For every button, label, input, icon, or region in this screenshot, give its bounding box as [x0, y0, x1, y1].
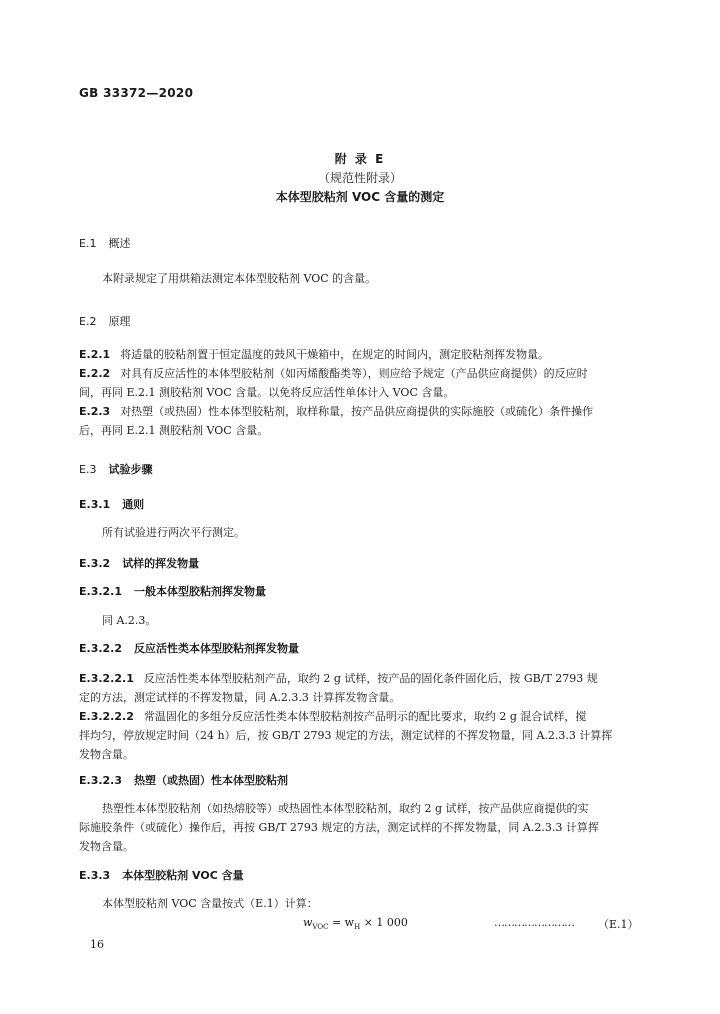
section-e322-heading — [79, 640, 299, 656]
clause-text: 反应活性类本体型胶粘剂产品，取约 2 g 试样，按产品的固化条件固化后，按 GB/T 2793 规 — [143, 672, 598, 685]
section-title: 反应活性类本体型胶粘剂挥发物量 — [134, 642, 300, 655]
section-title: 试样的挥发物量 — [122, 557, 200, 570]
annex-type: （规范性附录） — [317, 171, 402, 185]
clause-text: 将适量的胶粘剂置于恒定温度的鼓风干燥箱中，在规定的时间内，测定胶粘剂挥发物量。 — [120, 348, 550, 361]
section-e2-heading — [79, 313, 130, 329]
section-e31-heading — [79, 496, 144, 512]
section-title: 概述 — [108, 237, 131, 250]
clause-text: 对热塑（或热固）性本体型胶粘剂，取样称量，按产品供应商提供的实际施胶（或硫化）条件操作 — [120, 405, 594, 418]
annex-title: 本体型胶粘剂 VOC 含量的测定 — [275, 190, 445, 204]
e323-paragraph — [79, 799, 599, 856]
section-number: E.3 — [79, 463, 97, 476]
e1-paragraph: 本附录规定了用烘箱法测定本体型胶粘剂 VOC 的含量。 — [102, 272, 377, 285]
clause-text: 常温固化的多组分反应活性类本体型胶粘剂按产品明示的配比要求，取约 2 g 混合试样，搅 — [143, 710, 587, 723]
page-number: 16 — [90, 938, 104, 951]
formula-symbol: w — [303, 916, 313, 929]
section-title: 原理 — [108, 315, 131, 328]
clause-number: E.3.2.2.1 — [79, 672, 134, 685]
clause-text: 对具有反应活性的本体型胶粘剂（如丙烯酸酯类等），则应给予规定（产品供应商提供）的反应时 — [120, 367, 588, 380]
e21-paragraph — [79, 345, 549, 364]
section-e3-heading — [79, 461, 152, 477]
equation-number: （E.1） — [598, 918, 639, 931]
clause-text: 发物含量。 — [79, 748, 134, 761]
formula-rest: × 1 000 — [360, 916, 408, 929]
section-number: E.3.1 — [79, 498, 111, 511]
formula-subscript: VOC — [312, 923, 329, 932]
formula-equals: = w — [328, 916, 355, 929]
clause-number: E.2.3 — [79, 405, 111, 418]
clause-number: E.3.2.2.2 — [79, 710, 134, 723]
section-number: E.2 — [79, 315, 97, 328]
section-e323-heading — [79, 772, 288, 788]
e3222-paragraph — [79, 707, 612, 764]
e321-paragraph: 同 A.2.3。 — [102, 614, 157, 627]
clause-text: 发物含量。 — [79, 840, 134, 853]
section-number: E.3.3 — [79, 869, 111, 882]
e3221-paragraph — [79, 669, 598, 707]
section-title: 本体型胶粘剂 VOC 含量 — [122, 869, 244, 882]
clause-number: E.2.1 — [79, 348, 111, 361]
clause-text: 定的方法，测定试样的不挥发物量，同 A.2.3.3 计算挥发物含量。 — [79, 691, 401, 704]
section-number: E.3.2 — [79, 557, 111, 570]
clause-text: 热塑性本体型胶粘剂（如热熔胶等）或热固性本体型胶粘剂，取约 2 g 试样，按产品供应商提供的实 — [102, 802, 589, 815]
section-title: 一般本体型胶粘剂挥发物量 — [134, 585, 267, 598]
clause-text: 后，再同 E.2.1 测胶粘剂 VOC 含量。 — [79, 424, 269, 437]
clause-text: 间，再同 E.2.1 测胶粘剂 VOC 含量。以免将反应活性单体计入 VOC 含量。 — [79, 386, 455, 399]
e23-paragraph — [79, 402, 593, 440]
equation-leader-dots: …………………… — [494, 916, 574, 929]
section-number: E.3.2.1 — [79, 585, 123, 598]
standard-code: GB 33372—2020 — [79, 86, 194, 100]
clause-text: 拌均匀，停放规定时间（24 h）后，按 GB/T 2793 规定的方法，测定试样的不挥发物量，同 A.2.3.3 计算挥 — [79, 729, 613, 742]
section-number: E.1 — [79, 237, 97, 250]
section-title: 试验步骤 — [108, 463, 153, 476]
section-e32-heading — [79, 555, 199, 571]
section-number: E.3.2.3 — [79, 774, 123, 787]
formula-e1 — [303, 916, 408, 931]
e22-paragraph — [79, 364, 588, 402]
e31-paragraph: 所有试验进行两次平行测定。 — [102, 526, 245, 539]
annex-label: 附 录 E — [334, 152, 386, 166]
clause-text: 际施胶条件（或硫化）操作后，再按 GB/T 2793 规定的方法，测定试样的不挥发物量，同 A.2.3.3 计算挥 — [79, 821, 599, 834]
section-e33-heading — [79, 867, 244, 883]
e33-paragraph: 本体型胶粘剂 VOC 含量按式（E.1）计算： — [102, 897, 318, 910]
section-title: 热塑（或热固）性本体型胶粘剂 — [134, 774, 289, 787]
section-number: E.3.2.2 — [79, 642, 123, 655]
section-e321-heading — [79, 583, 266, 599]
clause-number: E.2.2 — [79, 367, 111, 380]
formula-subscript: H — [354, 923, 361, 932]
section-e1-heading — [79, 235, 130, 251]
section-title: 通则 — [122, 498, 145, 511]
